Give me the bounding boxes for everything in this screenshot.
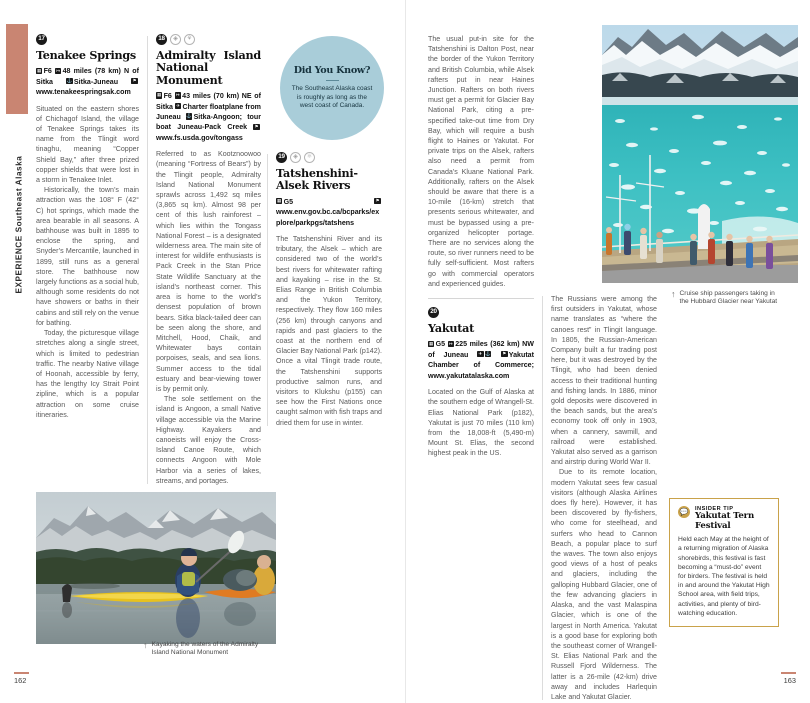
folio-right <box>781 672 796 685</box>
body-paragraph: Due to its remote location, modern Yakutat sees few casual visitors (although Alaska Airlines does fly here). However, it has been discovered by fly-fishers, who come for steelhead, and surfers who head to Cannon Beach, a popular place to surf the waves. The town also enjoys good views of a host of peaks and glaciers, including the galloping Hubbard Glacier, one of the few advancing glaciers in Alaska, and the vast Malaspina Glacier, which is one of the largest in North America. Yakutat is a good base for exploring both the southeast corner of Wrangell-St. Elias National Park and the Russell Fjord Wilderness. The latter is a 26-mile (42-km) drive away and includes Harlequin Lake and Yakutat Glacier. <box>551 468 657 701</box>
page-number: 162 <box>14 676 27 685</box>
cruise-glacier-photo-image <box>602 25 798 283</box>
yakutat-history-column <box>551 294 657 702</box>
entry-title: Yakutat <box>428 321 475 336</box>
ferry-icon: ⚓ <box>186 113 193 119</box>
practical-info <box>156 91 261 143</box>
web-icon: ⚑ <box>254 123 259 129</box>
insider-tip-box <box>669 498 779 627</box>
distance-icon: ↦ <box>56 67 61 73</box>
entry-badge-row <box>156 34 261 45</box>
body-paragraph: The Tatshenshini River and its tributary, the Alsek – which are considered two of the world’s best rivers for whitewater rafting and kayaking – rise in the St. Elias Range in British Columbia and the Yukon Territory, respectively. They flow 160 miles (256 km) through canyons and rapids and past glaciers to the coast at the northern end of Glacier Bay National Park (p142). Once a vital Tlingit trade route, the Tatshenshini supports productive salmon runs, and visitors to Klukshu (p155) can see how the First Nations once caught salmon with fish traps and dried them for use in winter. <box>276 235 382 427</box>
info-value[interactable]: Yakutat Chamber of Commerce; www.yakutatalaska.com <box>428 350 534 380</box>
entry-title: Tenakee Springs <box>36 48 136 62</box>
ferry-value: Sitka-Angoon; tour boat Juneau-Pack Creek <box>156 113 261 132</box>
insider-tip-body: Held each May at the height of a returning migration of Alaska shorebirds, this festival is fast becoming a “must-do” event for birders. The festival is held in and around the Yakutat High School area, with field trips, activities, and plenty of bird-watching education. <box>678 536 770 617</box>
arrow-up-icon: ↑ <box>143 640 148 650</box>
cruise-glacier-photo <box>602 25 798 283</box>
ferry-icon: ⚓ <box>66 77 73 83</box>
distance-icon: ↦ <box>175 92 180 98</box>
body-paragraph: The Russians were among the first outsiders in Yakutat, whose name translates as “where the canoes rest” in Tlingit language. In 1805, the Russian-American Company built a fur trading post here, but it was destroyed by the Tlingit, who had been denied access to their traditional hunting and fishing lands. In 1886, minor gold deposits were discovered in the beach sands, but the area’s economy took off only in 1903, when a cannery, sawmill, and railroad were established. Yakutat also served as a garrison and airstrip during World War II. <box>551 295 657 467</box>
plane-value: Charter floatplane from Juneau <box>156 102 261 122</box>
entry-title: Admiralty Island National Monument <box>156 48 261 87</box>
entry-number-badge: 17 <box>36 34 47 45</box>
body-paragraph: The usual put-in site for the Tatshenshini is Dalton Post, near the border of the Yukon Territory and British Columbia, while Alsek rafters put in near Haines Junction. Rafters on both rivers must get a permit for Glacier Bay National Park, citing a pre-specified take-out time from Dry Bay, which will require a bush flight to Haines or Yakutat. For private trips on the Alsek, rafters also need a permit from Canada’s Kluane National Park. Additionally, rafters on the Alsek should be aware that there is a 10-mile (16-km) stretch that presents serious whitewater, and must be bypassed using a pre-organized helicopter portage. There are no services along the route, so river runners need to be fully self-sufficient. Most rafters go with commercial operators and experienced guides. <box>428 35 534 288</box>
did-you-know-callout <box>280 36 384 140</box>
web-value[interactable]: www.env.gov.bc.ca/bcparks/explore/parkpgs/tatshens <box>276 208 380 227</box>
map-grid-value: G5 <box>435 340 446 349</box>
map-grid-icon: ▦ <box>277 197 282 203</box>
practical-info <box>36 66 139 97</box>
raft-icon: ⚛ <box>304 152 315 163</box>
entry-number-badge: 20 <box>428 307 439 318</box>
web-icon: ⚑ <box>375 197 380 203</box>
page-right <box>405 0 810 703</box>
map-grid-value: F6 <box>163 92 172 101</box>
body-paragraph: Today, the picturesque village stretches along a single street, which is limited to pedestrian traffic. The nearby Native village of Hoonah, accessible by ferry, has the lengthy Icy Strait Point zipline, which is a popular attraction on some cruise itineraries. <box>36 329 139 419</box>
practical-info <box>276 197 382 228</box>
insider-tip-kicker: INSIDER TIP <box>695 506 734 512</box>
map-grid-value: G5 <box>283 197 294 206</box>
kayaking-photo <box>36 492 276 644</box>
body-paragraph: Referred to as Kootznoowoo (meaning “Fortress of Bears”) by the Tlingit people, Admiralty Island National Monument sprawls across 1,492 sq miles (3,865 sq km). Almost 98 per cent of this lush rainforest – which lies within the Tongass National Forest – is a designated wilderness area. The main site of interest for wildlife enthusiasts is Pack Creek in the Stan Price State Wildlife Sanctuary at the island’s northeast corner. This area is home to the world’s densest population of brown bears. Sitka black-tailed deer can be seen along the shore, and Mitchell, Hood, Chaik, and Whitewater bays contain porpoises, seals, and sea lions. Summer access to the tidal estuary and bear-viewing tower is by permit only. <box>156 150 261 393</box>
distance-value: 48 miles (78 km) N of Sitka <box>36 67 139 86</box>
entry-tatshenshini-alsek <box>276 152 382 428</box>
entry-admiralty-island <box>156 34 261 486</box>
body-paragraph: Situated on the eastern shores of Chichagof Island, the village of Tenakee Springs takes its name from the Tlingit word tinaghu, meaning “Copper Shield Bay,” after three prized copper shields that were lost in a storm in Tenakee Inlet. <box>36 104 139 185</box>
wildlife-icon: ⚘ <box>184 34 195 45</box>
info-icon: ⚑ <box>502 351 507 356</box>
plane-icon: ✈ <box>176 102 181 108</box>
running-head-label: EXPERIENCE Southeast Alaska <box>14 155 24 294</box>
map-grid-value: F6 <box>43 67 52 76</box>
divider <box>326 80 339 81</box>
entry-number-badge: 18 <box>156 34 167 45</box>
running-head-swatch <box>6 24 28 114</box>
entry-badge-row <box>36 34 139 45</box>
plane-icon: ✈ <box>478 351 483 356</box>
insider-tip-header <box>678 506 770 531</box>
folio-left <box>14 672 29 685</box>
body-paragraph: Historically, the town’s main attraction was the 108° F (42° C) hot springs, which made the area bearable in all seasons. A bathhouse was built in 1895 to enclose the spring, and Snyder’s Mercantile, launched in 1899, still runs as a general store. The bathhouse now largely functions as a social hub, although some residents do not have showers or baths in their cabins and still rely on the venue for bathing. <box>36 186 139 327</box>
entry-badge-row <box>428 307 534 318</box>
caption-text: Kayaking the waters of the Admiralty Island National Monument <box>151 641 259 657</box>
web-value[interactable]: www.tenakeespringsak.com <box>36 88 131 97</box>
web-value[interactable]: www.fs.usda.gov/tongass <box>156 133 243 142</box>
divider <box>428 298 534 299</box>
entry-tenakee-springs <box>36 34 139 420</box>
map-grid-icon: ▦ <box>37 67 42 73</box>
ferry-value: Sitka-Juneau <box>73 77 119 86</box>
map-grid-icon: ▦ <box>157 92 162 98</box>
distance-value: 43 miles (70 km) NE of Sitka <box>156 92 261 111</box>
distance-value: 225 miles (362 km) NW of Juneau <box>428 340 534 359</box>
insider-tip-title: Yakutat Tern Festival <box>695 511 754 531</box>
practical-info <box>428 339 534 381</box>
caption-cruise <box>671 290 783 307</box>
did-you-know-body: The Southeast Alaska coast is roughly as long as the west coast of Canada. <box>291 85 373 110</box>
caption-kayaking <box>143 641 277 658</box>
speech-bubble-icon: 💬 <box>678 506 690 518</box>
folio-rule <box>781 672 796 674</box>
body-paragraph: Located on the Gulf of Alaska at the southern edge of Wrangell-St. Elias National Park (p182), Yakutat is just 70 miles (110 km) from the 18,008-ft (5,490-m) Mount St. Elias, the second highest peak in the US. <box>428 388 534 458</box>
map-grid-icon: ▦ <box>429 340 434 346</box>
arrow-up-icon: ↑ <box>671 289 676 299</box>
distance-icon: ↦ <box>448 340 453 346</box>
caption-text: Cruise ship passengers taking in the Hubbard Glacier near Yakutat <box>679 290 778 306</box>
ferry-icon: ⚓ <box>485 351 491 356</box>
did-you-know-title: Did You Know? <box>293 65 371 77</box>
page-number: 163 <box>783 676 796 685</box>
entry-badge-row <box>276 152 382 163</box>
entry-tatshenshini-continued <box>428 34 534 459</box>
folio-rule <box>14 672 29 674</box>
kayak-icon: ◈ <box>290 152 301 163</box>
kayaking-photo-image <box>36 492 276 644</box>
running-head <box>6 24 28 294</box>
kayak-icon: ◈ <box>170 34 181 45</box>
entry-title: Tatshenshini-Alsek Rivers <box>276 166 358 193</box>
entry-number-badge: 19 <box>276 152 287 163</box>
body-paragraph: The sole settlement on the island is Angoon, a small Native village accessible via the Marine Highway. Kayakers and canoeists will enjoy the Cross-Island Canoe Route, which connects Angoon with Mole Harbor via a series of lakes, streams, and portages. <box>156 395 261 485</box>
web-icon: ⚑ <box>132 77 137 83</box>
